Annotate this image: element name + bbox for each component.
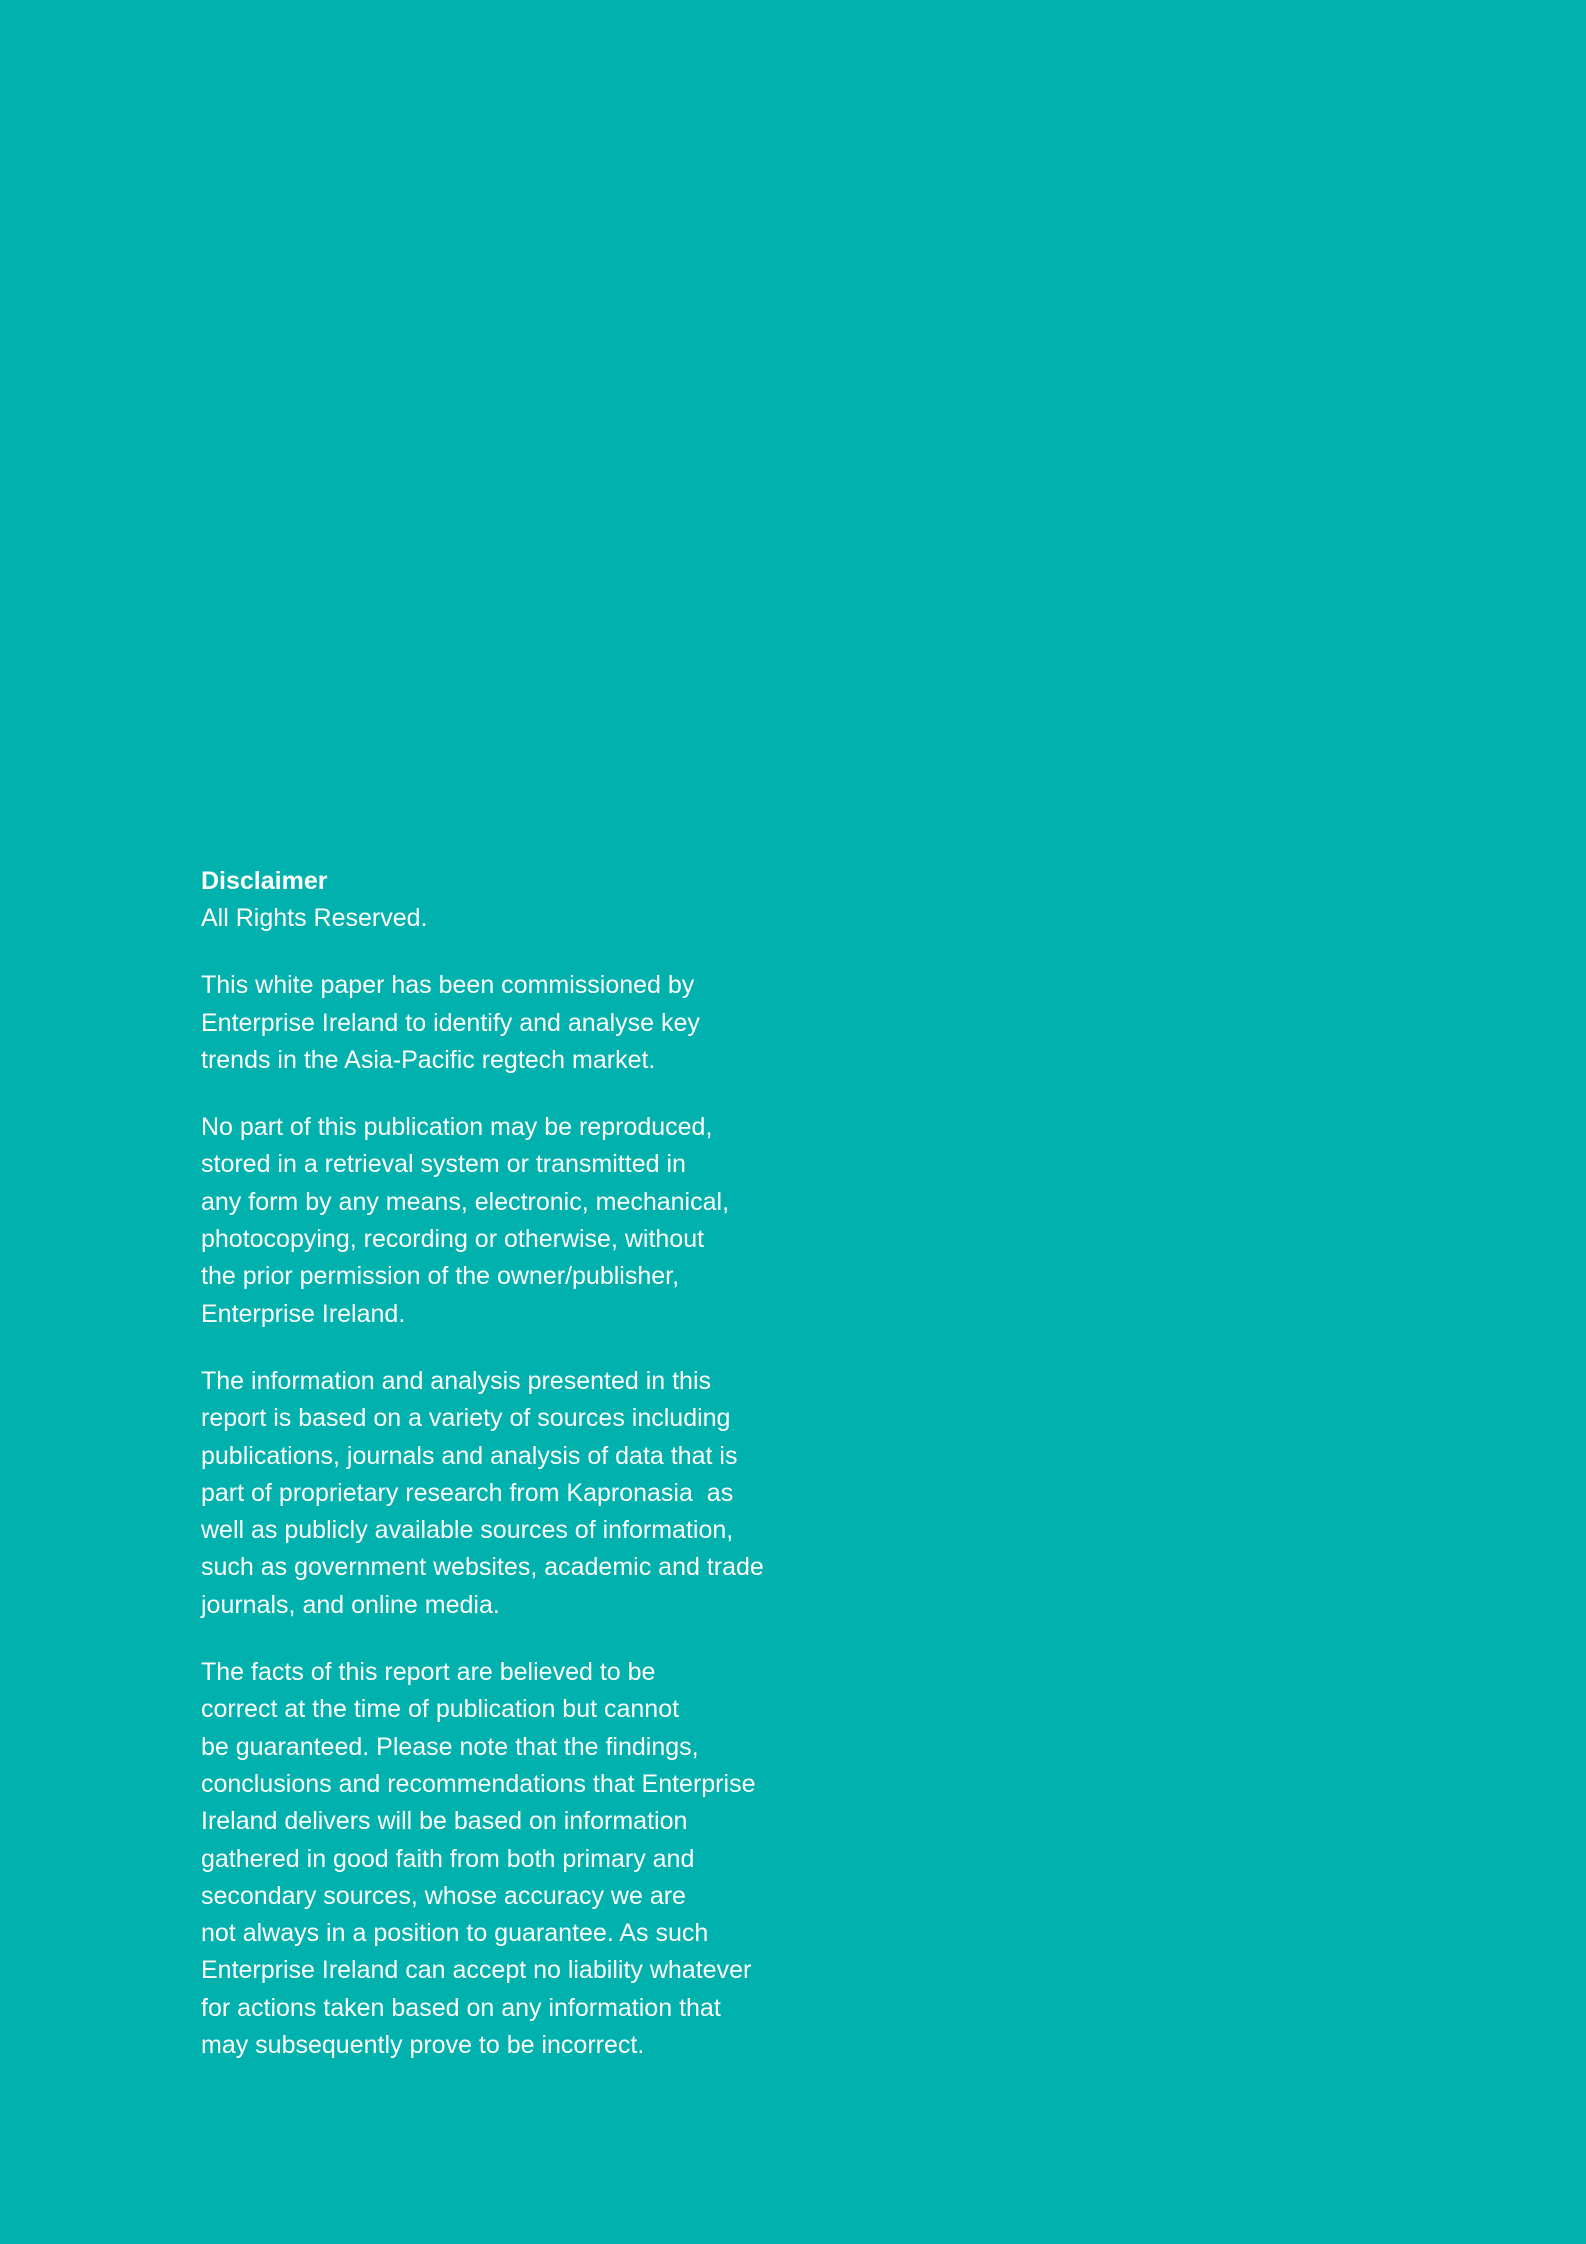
- paragraph-line: The information and analysis presented in this: [201, 1366, 712, 1395]
- paragraph-line: Enterprise Ireland to identify and analyse key: [201, 1008, 700, 1037]
- paragraph-line: No part of this publication may be reproduced,: [201, 1113, 713, 1142]
- paragraph-line: trends in the Asia-Pacific regtech market.: [201, 1045, 656, 1074]
- disclaimer-header: [201, 863, 801, 937]
- paragraph-line: correct at the time of publication but cannot: [201, 1695, 680, 1724]
- paragraph-line: Ireland delivers will be based on information: [201, 1807, 688, 1836]
- paragraph-line: part of proprietary research from Kapronasia as: [201, 1478, 734, 1507]
- disclaimer-section: [201, 863, 801, 2094]
- paragraph-line: well as publicly available sources of information,: [201, 1516, 734, 1545]
- paragraph-line: journals, and online media.: [201, 1590, 500, 1619]
- paragraph-line: publications, journals and analysis of data that is: [201, 1441, 738, 1470]
- paragraph-commission: [201, 967, 801, 1079]
- paragraph-line: stored in a retrieval system or transmitted in: [201, 1150, 686, 1179]
- paragraph-line: Enterprise Ireland can accept no liability whatever: [201, 1956, 752, 1985]
- paragraph-line: not always in a position to guarantee. As such: [201, 1919, 709, 1948]
- paragraph-line: Enterprise Ireland.: [201, 1299, 406, 1328]
- paragraph-line: This white paper has been commissioned by: [201, 971, 695, 1000]
- disclaimer-title: Disclaimer: [201, 867, 328, 895]
- paragraph-line: be guaranteed. Please note that the findings,: [201, 1732, 699, 1761]
- paragraph-liability: [201, 1654, 801, 2064]
- paragraph-line: secondary sources, whose accuracy we are: [201, 1881, 686, 1910]
- paragraph-line: photocopying, recording or otherwise, without: [201, 1225, 705, 1254]
- paragraph-line: such as government websites, academic and trade: [201, 1553, 764, 1582]
- paragraph-line: gathered in good faith from both primary and: [201, 1844, 695, 1873]
- paragraph-line: conclusions and recommendations that Enterprise: [201, 1769, 756, 1798]
- paragraph-line: may subsequently prove to be incorrect.: [201, 2031, 645, 2060]
- paragraph-copyright: [201, 1109, 801, 1333]
- paragraph-line: any form by any means, electronic, mechanical,: [201, 1187, 730, 1216]
- paragraph-line: the prior permission of the owner/publisher,: [201, 1262, 680, 1291]
- paragraph-line: for actions taken based on any information that: [201, 1993, 721, 2022]
- paragraph-line: report is based on a variety of sources including: [201, 1404, 731, 1433]
- paragraph-line: The facts of this report are believed to be: [201, 1658, 656, 1687]
- rights-statement: All Rights Reserved.: [201, 904, 428, 932]
- paragraph-sources: [201, 1363, 801, 1624]
